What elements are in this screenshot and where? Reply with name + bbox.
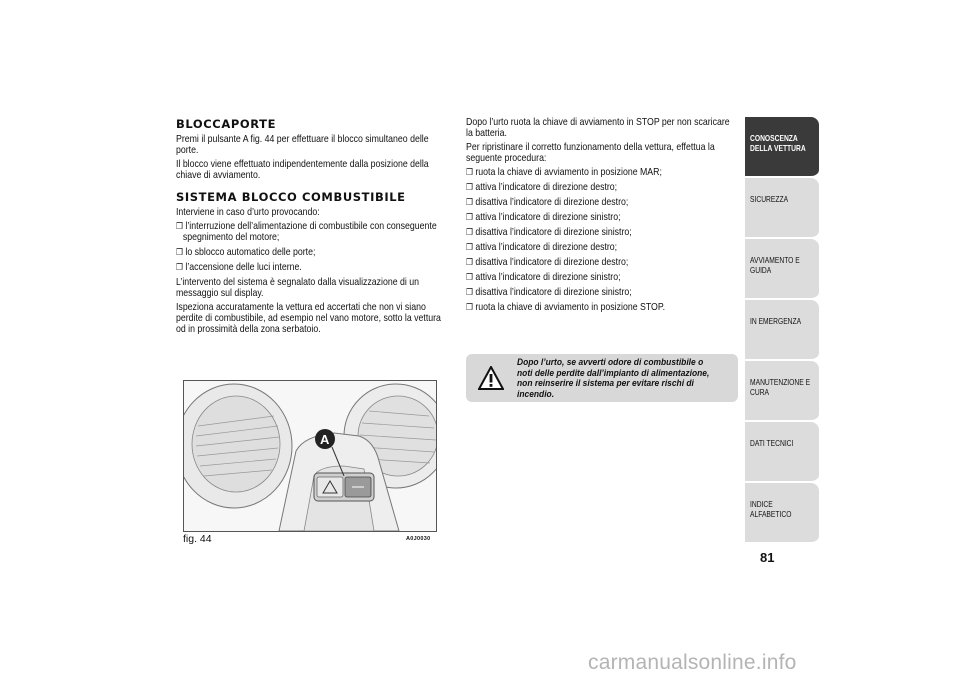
watermark: carmanualsonline.info [588, 651, 797, 674]
tab-conoscenza-della-vettura[interactable] [745, 117, 819, 178]
figure-caption: fig. 44 [183, 533, 212, 545]
list-item: ❒ ruota la chiave di avviamento in posizione MAR; [466, 167, 662, 178]
tab-avviamento-e-guida[interactable] [745, 239, 819, 300]
tab-sicurezza[interactable] [745, 178, 819, 239]
list-item: ❒ disattiva l’indicatore di direzione destro; [466, 257, 629, 268]
checkbox-bullet-icon: ❒ [466, 197, 473, 207]
tab-label: INDICE ALFABETICO [750, 500, 792, 519]
tab-indice-alfabetico[interactable] [745, 483, 819, 544]
dashboard-drawing-icon [184, 381, 436, 531]
list-item: ❒ disattiva l’indicatore di direzione sinistro; [466, 287, 632, 298]
tab-dati-tecnici[interactable] [745, 422, 819, 483]
checkbox-bullet-icon: ❒ [466, 302, 473, 312]
list-item: ❒ disattiva l’indicatore di direzione destro; [466, 197, 629, 208]
tab-label: IN EMERGENZA [750, 317, 802, 326]
paragraph: Premi il pulsante A fig. 44 per effettuare il blocco simultaneo delle porte. [176, 134, 429, 156]
list-item: ❒ disattiva l’indicatore di direzione sinistro; [466, 227, 632, 238]
tab-manutenzione-e-cura[interactable] [745, 361, 819, 422]
warning-triangle-icon [478, 366, 504, 390]
checkbox-bullet-icon: ❒ [176, 247, 183, 257]
warning-box [466, 354, 738, 402]
paragraph: Per ripristinare il corretto funzionamento della vettura, effettua la seguente procedura: [466, 142, 715, 164]
figure-label-a: A [320, 432, 330, 447]
list-item: ❒ attiva l’indicatore di direzione sinistro; [466, 212, 621, 223]
page-number: 81 [760, 550, 775, 565]
checkbox-bullet-icon: ❒ [466, 272, 473, 282]
tab-label: MANUTENZIONE E CURA [750, 378, 811, 397]
section-title-blocco-combustibile: SISTEMA BLOCCO COMBUSTIBILE [176, 190, 406, 204]
paragraph: L’intervento del sistema è segnalato dalla visualizzazione di un messaggio sul display. [176, 277, 420, 299]
paragraph: Ispeziona accuratamente la vettura ed accertati che non vi siano perdite di combustibile, ad esempio nel vano motore, sotto la vettura od in prossimità della zona serbatoio. [176, 302, 441, 335]
list-item: ❒ attiva l’indicatore di direzione destro; [466, 242, 618, 253]
checkbox-bullet-icon: ❒ [176, 221, 183, 231]
checkbox-bullet-icon: ❒ [466, 167, 473, 177]
paragraph: Il blocco viene effettuato indipendentemente dalla posizione della chiave di avviamento. [176, 159, 429, 181]
list-item: ❒ l’interruzione dell’alimentazione di combustibile con conseguente spegnimento del motore; [176, 221, 437, 243]
left-column [176, 117, 444, 338]
right-column [466, 117, 736, 317]
list-item: ❒ l’accensione delle luci interne. [176, 262, 302, 273]
checkbox-bullet-icon: ❒ [466, 227, 473, 237]
tab-label: CONOSCENZA DELLA VETTURA [750, 134, 806, 153]
list-item: ❒ attiva l’indicatore di direzione destro; [466, 182, 618, 193]
tab-label: AVVIAMENTO E GUIDA [750, 256, 800, 275]
checkbox-bullet-icon: ❒ [466, 242, 473, 252]
list-item: ❒ attiva l’indicatore di direzione sinistro; [466, 272, 621, 283]
dashboard-illustration [183, 380, 437, 532]
paragraph: Dopo l’urto ruota la chiave di avviamento in STOP per non scaricare la batteria. [466, 117, 730, 139]
checkbox-bullet-icon: ❒ [466, 287, 473, 297]
section-title-bloccaporte: BLOCCAPORTE [176, 117, 277, 131]
list-item: ❒ lo sblocco automatico delle porte; [176, 247, 316, 258]
checkbox-bullet-icon: ❒ [466, 257, 473, 267]
figure-code: A0J0030 [406, 536, 431, 542]
checkbox-bullet-icon: ❒ [466, 212, 473, 222]
tab-label: DATI TECNICI [750, 439, 794, 448]
paragraph: Interviene in caso d’urto provocando: [176, 207, 320, 218]
tab-in-emergenza[interactable] [745, 300, 819, 361]
checkbox-bullet-icon: ❒ [466, 182, 473, 192]
tab-label: SICUREZZA [750, 195, 789, 204]
checkbox-bullet-icon: ❒ [176, 262, 183, 272]
warning-text: Dopo l’urto, se avverti odore di combustibile o noti delle perdite dall’impianto di alimentazione, non reinserire il sistema per evitare rischi di incendio. [517, 357, 710, 400]
list-item: ❒ ruota la chiave di avviamento in posizione STOP. [466, 302, 666, 313]
